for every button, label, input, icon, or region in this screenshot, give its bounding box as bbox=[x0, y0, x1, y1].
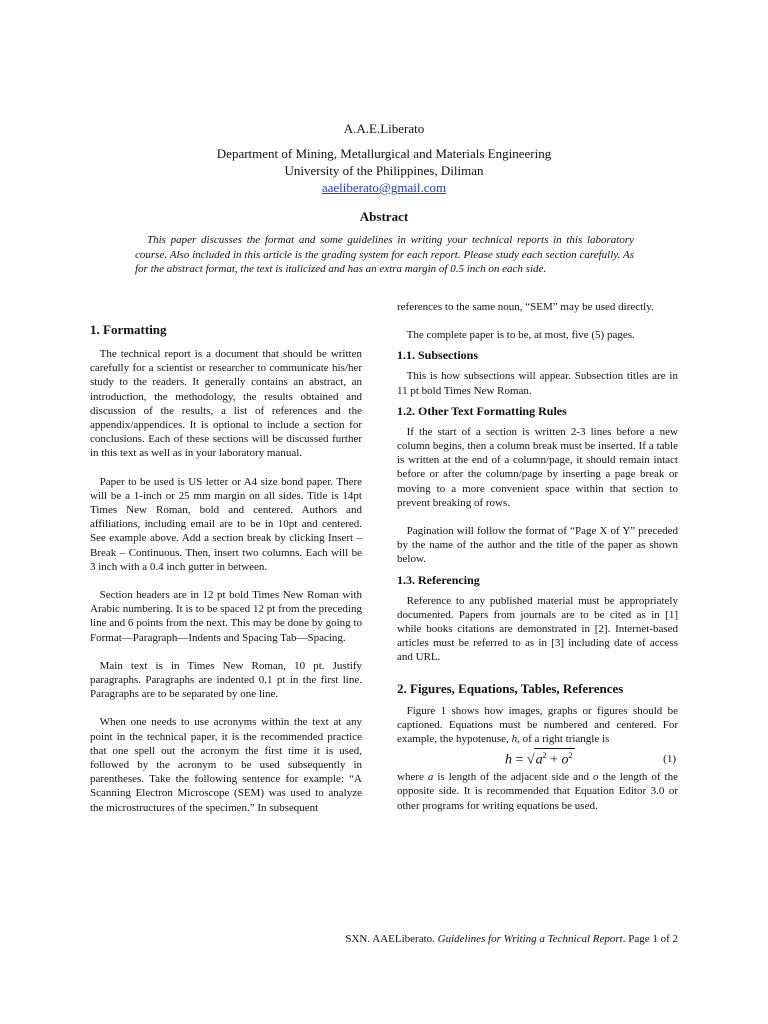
paragraph-where bbox=[397, 770, 678, 813]
where-text-1: where bbox=[397, 771, 428, 784]
eq-lhs: h bbox=[505, 752, 512, 768]
eq-plus: + bbox=[546, 752, 562, 768]
eq-equals: = bbox=[512, 752, 527, 768]
equation-number: (1) bbox=[663, 753, 676, 766]
figures-text-a: Figure 1 shows how images, graphs or figures should be captioned. Equations must be numbered and centered. For example, the hypotenuse, bbox=[397, 704, 678, 746]
left-column bbox=[90, 300, 362, 815]
paragraph-acronyms: When one needs to use acronyms within the text at any point in the technical paper, it is the recommended practice that one spell out the acronym the first time it is used, followed by the acronym to be used subsequently in parentheses. Take the following sentence for example: “A Scanning Electron Microscope (SEM) was used to analyze the microstructures of the specimen.” In subsequent bbox=[90, 716, 362, 814]
paragraph-referencing: Reference to any published material must be appropriately documented. Papers from journals are to be cited as in [1] while books citations are demonstrated in [2]. Internet-based articles must be referred to as in [3] including date of access and URL. bbox=[397, 594, 678, 664]
footer-prefix: SXN. AAELiberato. bbox=[345, 933, 438, 945]
figures-text-b: , of a right triangle is bbox=[517, 733, 610, 746]
variable-h: h bbox=[511, 733, 518, 746]
email-line bbox=[0, 179, 768, 196]
university: University of the Philippines, Diliman bbox=[284, 163, 484, 178]
section-heading-figures: 2. Figures, Equations, Tables, References bbox=[397, 680, 624, 696]
subsection-heading-referencing: 1.3. Referencing bbox=[397, 572, 480, 587]
paragraph-paper: Paper to be used is US letter or A4 size bond paper. There will be a 1-inch or 25 mm margin on all sides. Title is 14pt Times New Roman, bold and centered. Authors and affiliations, including email are to be in 10pt and centered. See example above. Add a section break by clicking Insert – Break – Continuous. Then, insert two columns. Each will be 3 inch with a 0.4 inch gutter in between. bbox=[90, 475, 362, 573]
abstract-title: Abstract bbox=[359, 209, 409, 224]
paragraph-main-text: Main text is in Times New Roman, 10 pt. Justify paragraphs. Paragraphs are indented 0.1 pt in the first line. Paragraphs are to be separated by one line. bbox=[90, 659, 362, 701]
paragraph-column-break: If the start of a section is written 2-3 lines before a new column begins, then a column break must be inserted. If a table is written at the end of a column/page, it should remain intact before or after the column/page by inserting a page break or moving to a more convenient space within that section to prevent breaking of rows. bbox=[397, 425, 678, 509]
eq-exp-a: 2 bbox=[542, 751, 547, 761]
abstract-text: This paper discusses the format and some guidelines in writing your technical reports in this laboratory course. Also included in this article is the grading system for each report. Please study each section carefully. As for the abstract format, the text is italicized and has an extra margin of 0.5 inch on each side. bbox=[135, 234, 634, 276]
right-column bbox=[397, 300, 678, 813]
variable-o: o bbox=[592, 771, 599, 784]
footer-title: Guidelines for Writing a Technical Report bbox=[437, 933, 623, 945]
paragraph-complete: The complete paper is to be, at most, five (5) pages. bbox=[406, 329, 635, 342]
paragraph-continued: references to the same noun, “SEM” may be used directly. bbox=[397, 301, 654, 313]
paragraph-figures bbox=[397, 704, 678, 747]
eq-radicand bbox=[534, 748, 575, 768]
eq-exp-o: 2 bbox=[568, 751, 573, 761]
subsection-heading-other-rules: 1.2. Other Text Formatting Rules bbox=[397, 403, 567, 418]
author-name: A.A.E.Liberato bbox=[343, 121, 425, 136]
department: Department of Mining, Metallurgical and Materials Engineering bbox=[216, 146, 552, 161]
paragraph-intro: The technical report is a document that should be written carefully for a scientist or researcher to communicate his/her study to the readers. It generally contains an abstract, an introduction, the methodology, the results obtained and discussion of the results, a list of references and the appendix/appendices. It is optional to include a section for conclusions. Each of these sections will be discussed further in this text as well as in your laboratory manual. bbox=[90, 348, 362, 460]
footer-page-number: . Page 1 of 2 bbox=[622, 933, 678, 945]
equation-expression bbox=[505, 748, 575, 768]
abstract-body bbox=[135, 233, 634, 277]
sqrt-icon: √ bbox=[526, 752, 535, 768]
paragraph-headers: Section headers are in 12 pt bold Times New Roman with Arabic numbering. It is to be spaced 12 pt from the preceding line and 6 points from the next. This may be done by going to Format—Paragraph—Indents and Spacing Tab—Spacing. bbox=[90, 589, 362, 644]
variable-a: a bbox=[427, 771, 434, 784]
where-text-2: is length of the adjacent side and bbox=[433, 771, 593, 784]
where-text-3: the length of the opposite side. It is recommended that Equation Editor 3.0 or other programs for writing equations be used. bbox=[397, 771, 678, 812]
paragraph-subsections: This is how subsections will appear. Subsection titles are in 11 pt bold Times New Roman. bbox=[397, 370, 678, 397]
eq-o: o bbox=[561, 752, 569, 768]
equation-1 bbox=[397, 746, 678, 770]
paragraph-pagination: Pagination will follow the format of “Page X of Y” preceded by the name of the author and the title of the paper as shown below. bbox=[397, 525, 678, 566]
section-heading-formatting: 1. Formatting bbox=[90, 322, 167, 337]
page-footer bbox=[345, 933, 678, 945]
subsection-heading-subsections: 1.1. Subsections bbox=[397, 348, 479, 363]
email-link[interactable]: aaeliberato@gmail.com bbox=[321, 180, 447, 195]
eq-a: a bbox=[535, 752, 543, 768]
